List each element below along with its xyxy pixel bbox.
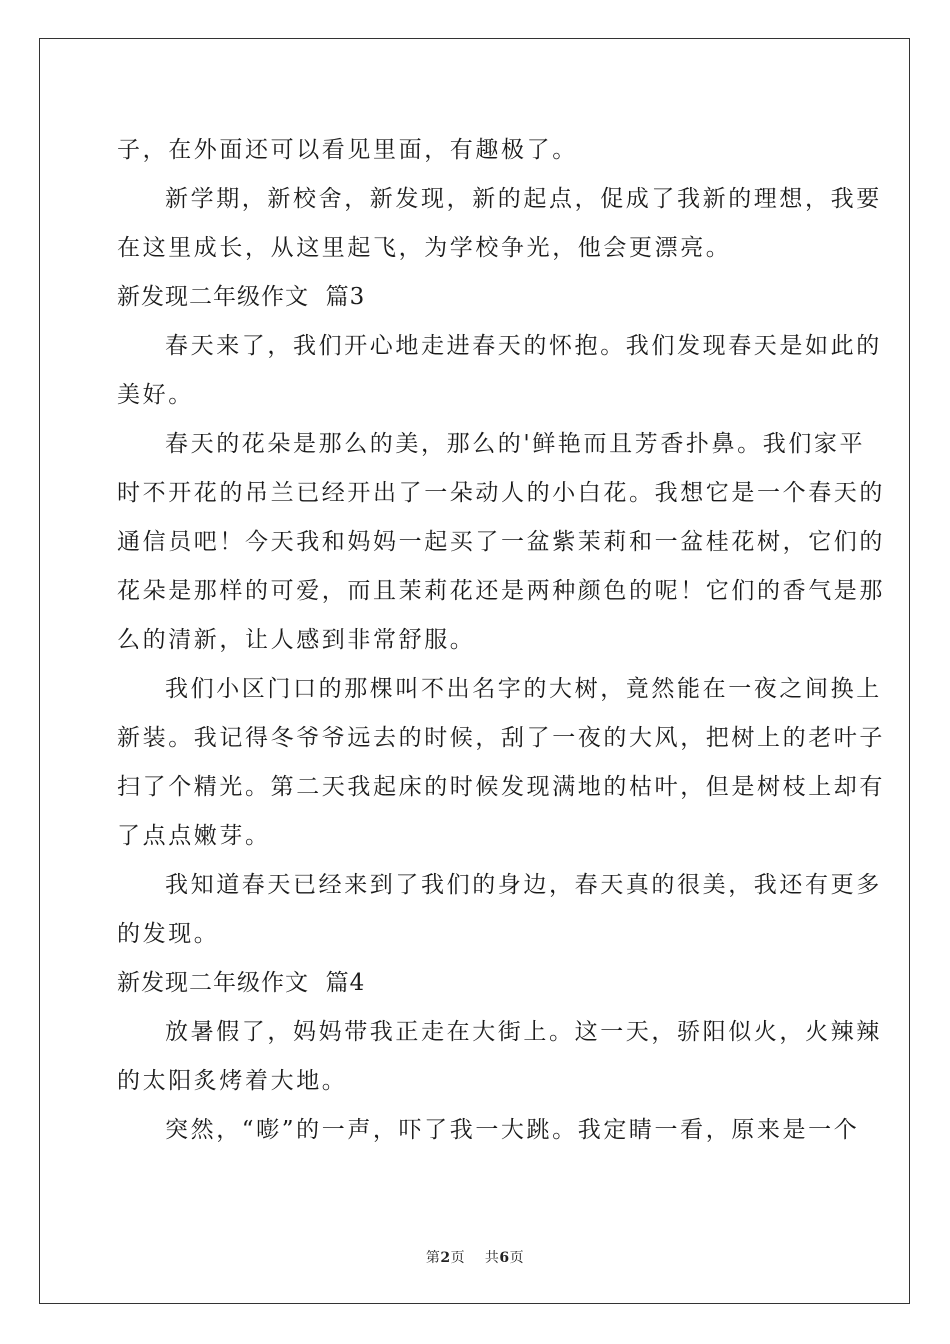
text-line: 么的清新，让人感到非常舒服。 [117, 627, 476, 653]
footer-page-suffix: 页 [450, 1250, 466, 1266]
page-footer [0, 1247, 950, 1267]
text-line: 时不开花的吊兰已经开出了一朵动人的小白花。我想它是一个春天的 [117, 480, 885, 506]
footer-total-suffix: 页 [509, 1250, 525, 1266]
footer-total-pages: 6 [499, 1250, 510, 1266]
text-line: 新装。我记得冬爷爷远去的时候，刮了一夜的大风，把树上的老叶子 [117, 725, 885, 751]
text-line: 扫了个精光。第二天我起床的时候发现满地的枯叶，但是树枝上却有 [117, 774, 885, 800]
text-line: 在这里成长，从这里起飞，为学校争光，他会更漂亮。 [117, 235, 732, 261]
footer-page-prefix: 第 [425, 1250, 441, 1266]
paragraph-line: 春天的花朵是那么的美，那么的'鲜艳而且芳香扑鼻。我们家平 [165, 431, 866, 457]
paragraph-line: 突然，“嘭”的一声，吓了我一大跳。我定睛一看，原来是一个 [165, 1117, 860, 1143]
footer-total-prefix: 共 [484, 1250, 500, 1266]
text-line: 子，在外面还可以看见里面，有趣极了。 [117, 137, 578, 163]
text-line: 美好。 [117, 382, 194, 408]
paragraph-line: 我知道春天已经来到了我们的身边，春天真的很美，我还有更多 [165, 872, 882, 898]
text-line: 了点点嫩芽。 [117, 823, 271, 849]
document-body [117, 126, 885, 1155]
text-line: 花朵是那样的可爱，而且茉莉花还是两种颜色的呢！它们的香气是那 [117, 578, 885, 604]
paragraph-line: 我们小区门口的那棵叫不出名字的大树，竟然能在一夜之间换上 [165, 676, 882, 702]
text-line: 的太阳炙烤着大地。 [117, 1068, 348, 1094]
paragraph-line: 新学期，新校舍，新发现，新的起点，促成了我新的理想，我要 [165, 186, 882, 212]
text-line: 的发现。 [117, 921, 220, 947]
paragraph-line: 春天来了，我们开心地走进春天的怀抱。我们发现春天是如此的 [165, 333, 882, 359]
section-heading: 新发现二年级作文 篇3 [117, 284, 366, 310]
footer-page-number: 2 [440, 1250, 451, 1266]
text-line: 通信员吧！今天我和妈妈一起买了一盆紫茉莉和一盆桂花树，它们的 [117, 529, 885, 555]
section-heading: 新发现二年级作文 篇4 [117, 970, 366, 996]
paragraph-line: 放暑假了，妈妈带我正走在大街上。这一天，骄阳似火，火辣辣 [165, 1019, 882, 1045]
